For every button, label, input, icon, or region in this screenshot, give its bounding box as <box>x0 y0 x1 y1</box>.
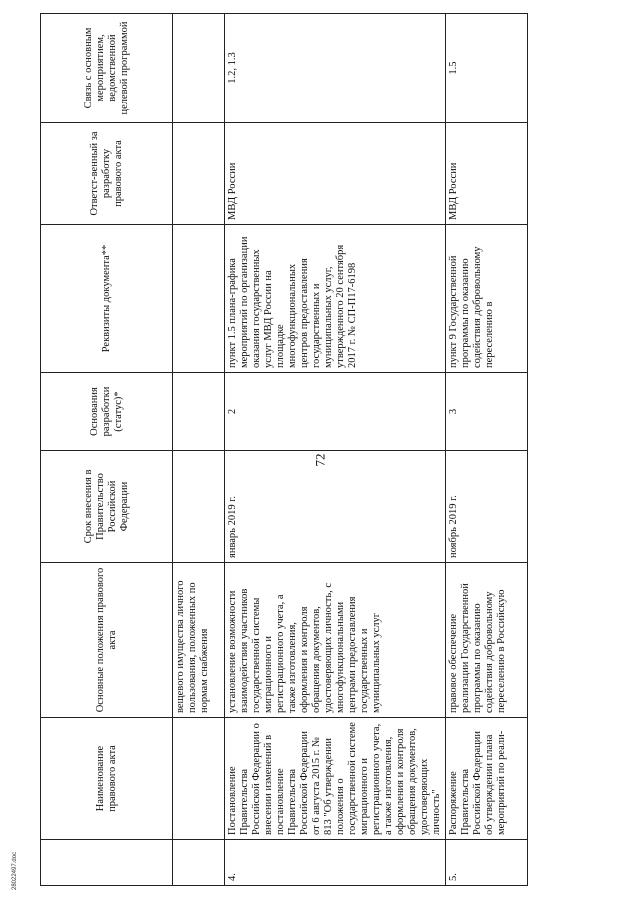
act-name: Распоряжение Правительства Российской Федерации об утверждении плана мероприятий по реали- <box>446 718 528 840</box>
cell-empty <box>173 14 225 123</box>
table-row <box>225 14 446 886</box>
act-link: 1.2, 1.3 <box>225 14 446 123</box>
header-basis: Основания разработки (статус)* <box>41 373 173 451</box>
cell-empty <box>173 225 225 373</box>
legal-acts-table <box>40 13 528 886</box>
act-provisions: установление возможности взаимодействия участников государственной системы миграционного и регистрационного учета, а также изготовления, оформления и контроля обращения документов, удостоверяющих личность, с многофункциональными центрами предоставления государственных и муниципальных услуг <box>225 563 446 718</box>
header-deadline: Срок внесения в Правительство Российской Федерации <box>41 451 173 563</box>
cell-provisions-continuation: вещевого имущества личного пользования, положенных по нормам снабжения <box>173 563 225 718</box>
act-responsible: МВД России <box>225 123 446 225</box>
cell-empty <box>173 718 225 840</box>
cell-empty <box>173 373 225 451</box>
cell-empty <box>173 840 225 886</box>
document-id <box>12 851 50 896</box>
header-num <box>41 840 173 886</box>
cell-empty <box>173 123 225 225</box>
row-number: 4. <box>225 840 446 886</box>
header-link: Связь с основным мероприятием, ведомственной целевой программой <box>41 14 173 123</box>
table-header-row <box>41 14 173 886</box>
header-provisions: Основные положения правового акта <box>41 563 173 718</box>
act-basis: 3 <box>446 373 528 451</box>
header-requisites: Реквизиты документа** <box>41 225 173 373</box>
row-number: 5. <box>446 840 528 886</box>
act-requisites: пункт 9 Государственной программы по оказанию содействия добровольному переселению в <box>446 225 528 373</box>
rotated-table-container <box>40 14 507 886</box>
act-requisites: пункт 1.5 плана-графика мероприятий по организации оказания государственных услуг МВД России на площадке многофункциональных центров предоставления государственных и муниципальных услуг, утвержденного 20 сентября 2017 г. № СП-П17-6198 <box>225 225 446 373</box>
table-row <box>446 14 528 886</box>
document-id-text: 28022497.doc <box>12 851 18 890</box>
page-number-text: 72 <box>312 453 327 467</box>
page-number <box>0 453 640 467</box>
act-basis: 2 <box>225 373 446 451</box>
header-responsible: Ответст-венный за разработку правового акта <box>41 123 173 225</box>
act-link: 1.5 <box>446 14 528 123</box>
cell-empty <box>173 451 225 563</box>
table-row-continuation <box>173 14 225 886</box>
act-name: Постановление Правительства Российской Федерации о внесении изменений в постановление Правительства Российской Федерации от 6 августа 2015 г. № 813 "Об утверждении положения о государственной системе миграционного и регистрационного учета, а также изготовления, оформления и контроля обращения документов, удостоверяющих личность" <box>225 718 446 840</box>
act-deadline: январь 2019 г. <box>225 451 446 563</box>
act-provisions: правовое обеспечение реализации Государственной программы по оказанию содействия добровольному переселению в Российскую <box>446 563 528 718</box>
header-act-name: Наименование правового акта <box>41 718 173 840</box>
act-responsible: МВД России <box>446 123 528 225</box>
act-deadline: ноябрь 2019 г. <box>446 451 528 563</box>
